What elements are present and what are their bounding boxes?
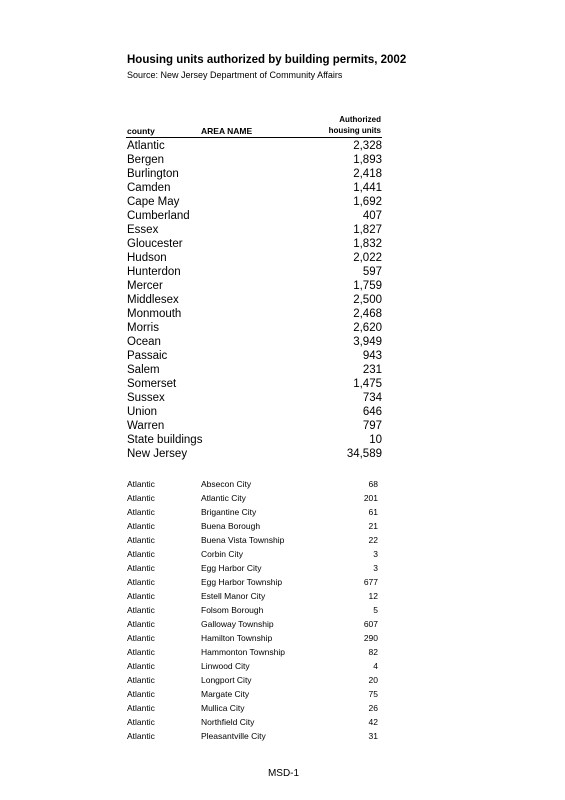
summary-county-name: Cumberland xyxy=(127,210,190,222)
detail-area-name: Egg Harbor City xyxy=(201,563,262,573)
detail-row xyxy=(127,659,378,673)
summary-county-name: Hunterdon xyxy=(127,266,181,278)
detail-area-name: Absecon City xyxy=(201,479,252,489)
detail-housing-units: 3 xyxy=(373,549,378,559)
summary-housing-units: 597 xyxy=(362,266,382,278)
detail-row xyxy=(127,687,378,701)
summary-county-name: Passaic xyxy=(127,350,168,362)
summary-row xyxy=(127,167,382,181)
summary-housing-units: 2,022 xyxy=(353,252,382,264)
detail-housing-units: 26 xyxy=(368,703,378,713)
detail-housing-units: 4 xyxy=(373,661,378,671)
summary-county-name: Mercer xyxy=(127,280,163,292)
source-note: Source: New Jersey Department of Community Affairs xyxy=(127,70,343,80)
detail-housing-units: 290 xyxy=(363,633,378,643)
summary-county-name: Salem xyxy=(127,364,160,376)
detail-row xyxy=(127,561,378,575)
summary-county-name: Middlesex xyxy=(127,294,179,306)
detail-area-name: Hammonton Township xyxy=(201,647,285,657)
summary-row xyxy=(127,433,382,447)
summary-county-name: Monmouth xyxy=(127,308,182,320)
summary-county-name: Sussex xyxy=(127,392,165,404)
summary-county-name: Union xyxy=(127,406,158,418)
detail-county: Atlantic xyxy=(127,549,155,559)
column-header-housing-units: housing units xyxy=(328,126,381,135)
detail-area-name: Northfield City xyxy=(201,717,255,727)
summary-housing-units: 2,500 xyxy=(353,294,382,306)
detail-county: Atlantic xyxy=(127,521,155,531)
summary-housing-units: 646 xyxy=(362,406,382,418)
detail-area-name: Buena Borough xyxy=(201,521,261,531)
detail-area-name: Hamilton Township xyxy=(201,633,273,643)
detail-row xyxy=(127,631,378,645)
detail-county: Atlantic xyxy=(127,577,155,587)
summary-housing-units: 943 xyxy=(362,350,382,362)
summary-county-name: Atlantic xyxy=(127,140,165,152)
detail-housing-units: 677 xyxy=(363,577,378,587)
detail-housing-units: 20 xyxy=(368,675,378,685)
detail-area-name: Atlantic City xyxy=(201,493,246,503)
detail-area-name: Margate City xyxy=(201,689,250,699)
summary-row xyxy=(127,195,382,209)
summary-housing-units: 1,893 xyxy=(353,154,382,166)
detail-county: Atlantic xyxy=(127,479,155,489)
summary-county-name: Warren xyxy=(127,420,165,432)
summary-row xyxy=(127,209,382,223)
detail-area-name: Estell Manor City xyxy=(201,591,266,601)
detail-county: Atlantic xyxy=(127,675,155,685)
summary-row xyxy=(127,335,382,349)
summary-row xyxy=(127,405,382,419)
summary-row xyxy=(127,265,382,279)
column-header-area-name: AREA NAME xyxy=(201,126,253,136)
summary-row xyxy=(127,251,382,265)
detail-area-name: Mullica City xyxy=(201,703,245,713)
summary-housing-units: 1,759 xyxy=(353,280,382,292)
summary-housing-units: 2,468 xyxy=(353,308,382,320)
summary-housing-units: 34,589 xyxy=(346,448,382,460)
detail-area-name: Folsom Borough xyxy=(201,605,264,615)
detail-row xyxy=(127,715,378,729)
summary-housing-units: 2,328 xyxy=(353,140,382,152)
summary-row xyxy=(127,307,382,321)
detail-housing-units: 82 xyxy=(368,647,378,657)
detail-row xyxy=(127,547,378,561)
summary-county-name: Essex xyxy=(127,224,159,236)
detail-row xyxy=(127,729,378,743)
summary-housing-units: 231 xyxy=(362,364,382,376)
county-summary-table xyxy=(127,139,382,461)
detail-county: Atlantic xyxy=(127,535,155,545)
page-title: Housing units authorized by building permits, 2002 xyxy=(127,54,407,66)
summary-row xyxy=(127,237,382,251)
summary-housing-units: 1,692 xyxy=(353,196,382,208)
detail-row xyxy=(127,673,378,687)
summary-row xyxy=(127,447,382,461)
detail-county: Atlantic xyxy=(127,731,155,741)
summary-county-name: Ocean xyxy=(127,336,161,348)
summary-row xyxy=(127,181,382,195)
detail-county: Atlantic xyxy=(127,619,155,629)
detail-row xyxy=(127,603,378,617)
summary-county-name: Gloucester xyxy=(127,238,183,250)
detail-housing-units: 21 xyxy=(368,521,378,531)
detail-row xyxy=(127,477,378,491)
summary-row xyxy=(127,321,382,335)
municipality-detail-table xyxy=(127,477,378,743)
summary-housing-units: 3,949 xyxy=(353,336,382,348)
detail-row xyxy=(127,533,378,547)
detail-row xyxy=(127,645,378,659)
column-header-county: county xyxy=(127,126,155,136)
detail-county: Atlantic xyxy=(127,647,155,657)
detail-housing-units: 5 xyxy=(373,605,378,615)
summary-housing-units: 1,832 xyxy=(353,238,382,250)
summary-housing-units: 734 xyxy=(362,392,382,404)
detail-housing-units: 42 xyxy=(368,717,378,727)
summary-row xyxy=(127,223,382,237)
summary-row xyxy=(127,377,382,391)
detail-housing-units: 68 xyxy=(368,479,378,489)
summary-housing-units: 2,620 xyxy=(353,322,382,334)
detail-row xyxy=(127,701,378,715)
summary-county-name: Camden xyxy=(127,182,171,194)
summary-row xyxy=(127,139,382,153)
detail-row xyxy=(127,519,378,533)
detail-county: Atlantic xyxy=(127,563,155,573)
detail-row xyxy=(127,589,378,603)
detail-area-name: Buena Vista Township xyxy=(201,535,285,545)
detail-row xyxy=(127,491,378,505)
summary-housing-units: 1,441 xyxy=(353,182,382,194)
detail-housing-units: 61 xyxy=(368,507,378,517)
detail-area-name: Brigantine City xyxy=(201,507,257,517)
detail-area-name: Egg Harbor Township xyxy=(201,577,283,587)
detail-county: Atlantic xyxy=(127,605,155,615)
summary-county-name: Bergen xyxy=(127,154,165,166)
detail-county: Atlantic xyxy=(127,591,155,601)
detail-county: Atlantic xyxy=(127,507,155,517)
detail-county: Atlantic xyxy=(127,633,155,643)
detail-county: Atlantic xyxy=(127,661,155,671)
summary-housing-units: 407 xyxy=(362,210,382,222)
page-footer xyxy=(0,768,565,779)
summary-county-name: State buildings xyxy=(127,434,203,446)
column-header-authorized: Authorized xyxy=(339,115,381,124)
detail-county: Atlantic xyxy=(127,493,155,503)
summary-housing-units: 1,475 xyxy=(353,378,382,390)
detail-housing-units: 201 xyxy=(363,493,378,503)
summary-row xyxy=(127,363,382,377)
detail-housing-units: 75 xyxy=(368,689,378,699)
header-underline xyxy=(126,137,382,138)
summary-housing-units: 797 xyxy=(362,420,382,432)
summary-county-name: Morris xyxy=(127,322,159,334)
summary-housing-units: 10 xyxy=(369,434,382,446)
detail-county: Atlantic xyxy=(127,703,155,713)
summary-county-name: New Jersey xyxy=(127,448,188,460)
detail-row xyxy=(127,617,378,631)
summary-row xyxy=(127,293,382,307)
detail-county: Atlantic xyxy=(127,689,155,699)
detail-area-name: Linwood City xyxy=(201,661,250,671)
detail-housing-units: 22 xyxy=(368,535,378,545)
detail-housing-units: 31 xyxy=(368,731,378,741)
detail-county: Atlantic xyxy=(127,717,155,727)
detail-housing-units: 3 xyxy=(373,563,378,573)
summary-row xyxy=(127,419,382,433)
detail-row xyxy=(127,505,378,519)
detail-area-name: Corbin City xyxy=(201,549,244,559)
page-number: MSD-1 xyxy=(267,768,300,779)
detail-housing-units: 12 xyxy=(368,591,378,601)
summary-county-name: Somerset xyxy=(127,378,177,390)
summary-housing-units: 1,827 xyxy=(353,224,382,236)
detail-area-name: Longport City xyxy=(201,675,252,685)
detail-row xyxy=(127,575,378,589)
summary-county-name: Hudson xyxy=(127,252,167,264)
detail-housing-units: 607 xyxy=(363,619,378,629)
summary-county-name: Cape May xyxy=(127,196,180,208)
detail-area-name: Galloway Township xyxy=(201,619,274,629)
detail-area-name: Pleasantville City xyxy=(201,731,266,741)
summary-row xyxy=(127,279,382,293)
summary-row xyxy=(127,349,382,363)
summary-housing-units: 2,418 xyxy=(353,168,382,180)
summary-row xyxy=(127,153,382,167)
summary-county-name: Burlington xyxy=(127,168,179,180)
summary-row xyxy=(127,391,382,405)
